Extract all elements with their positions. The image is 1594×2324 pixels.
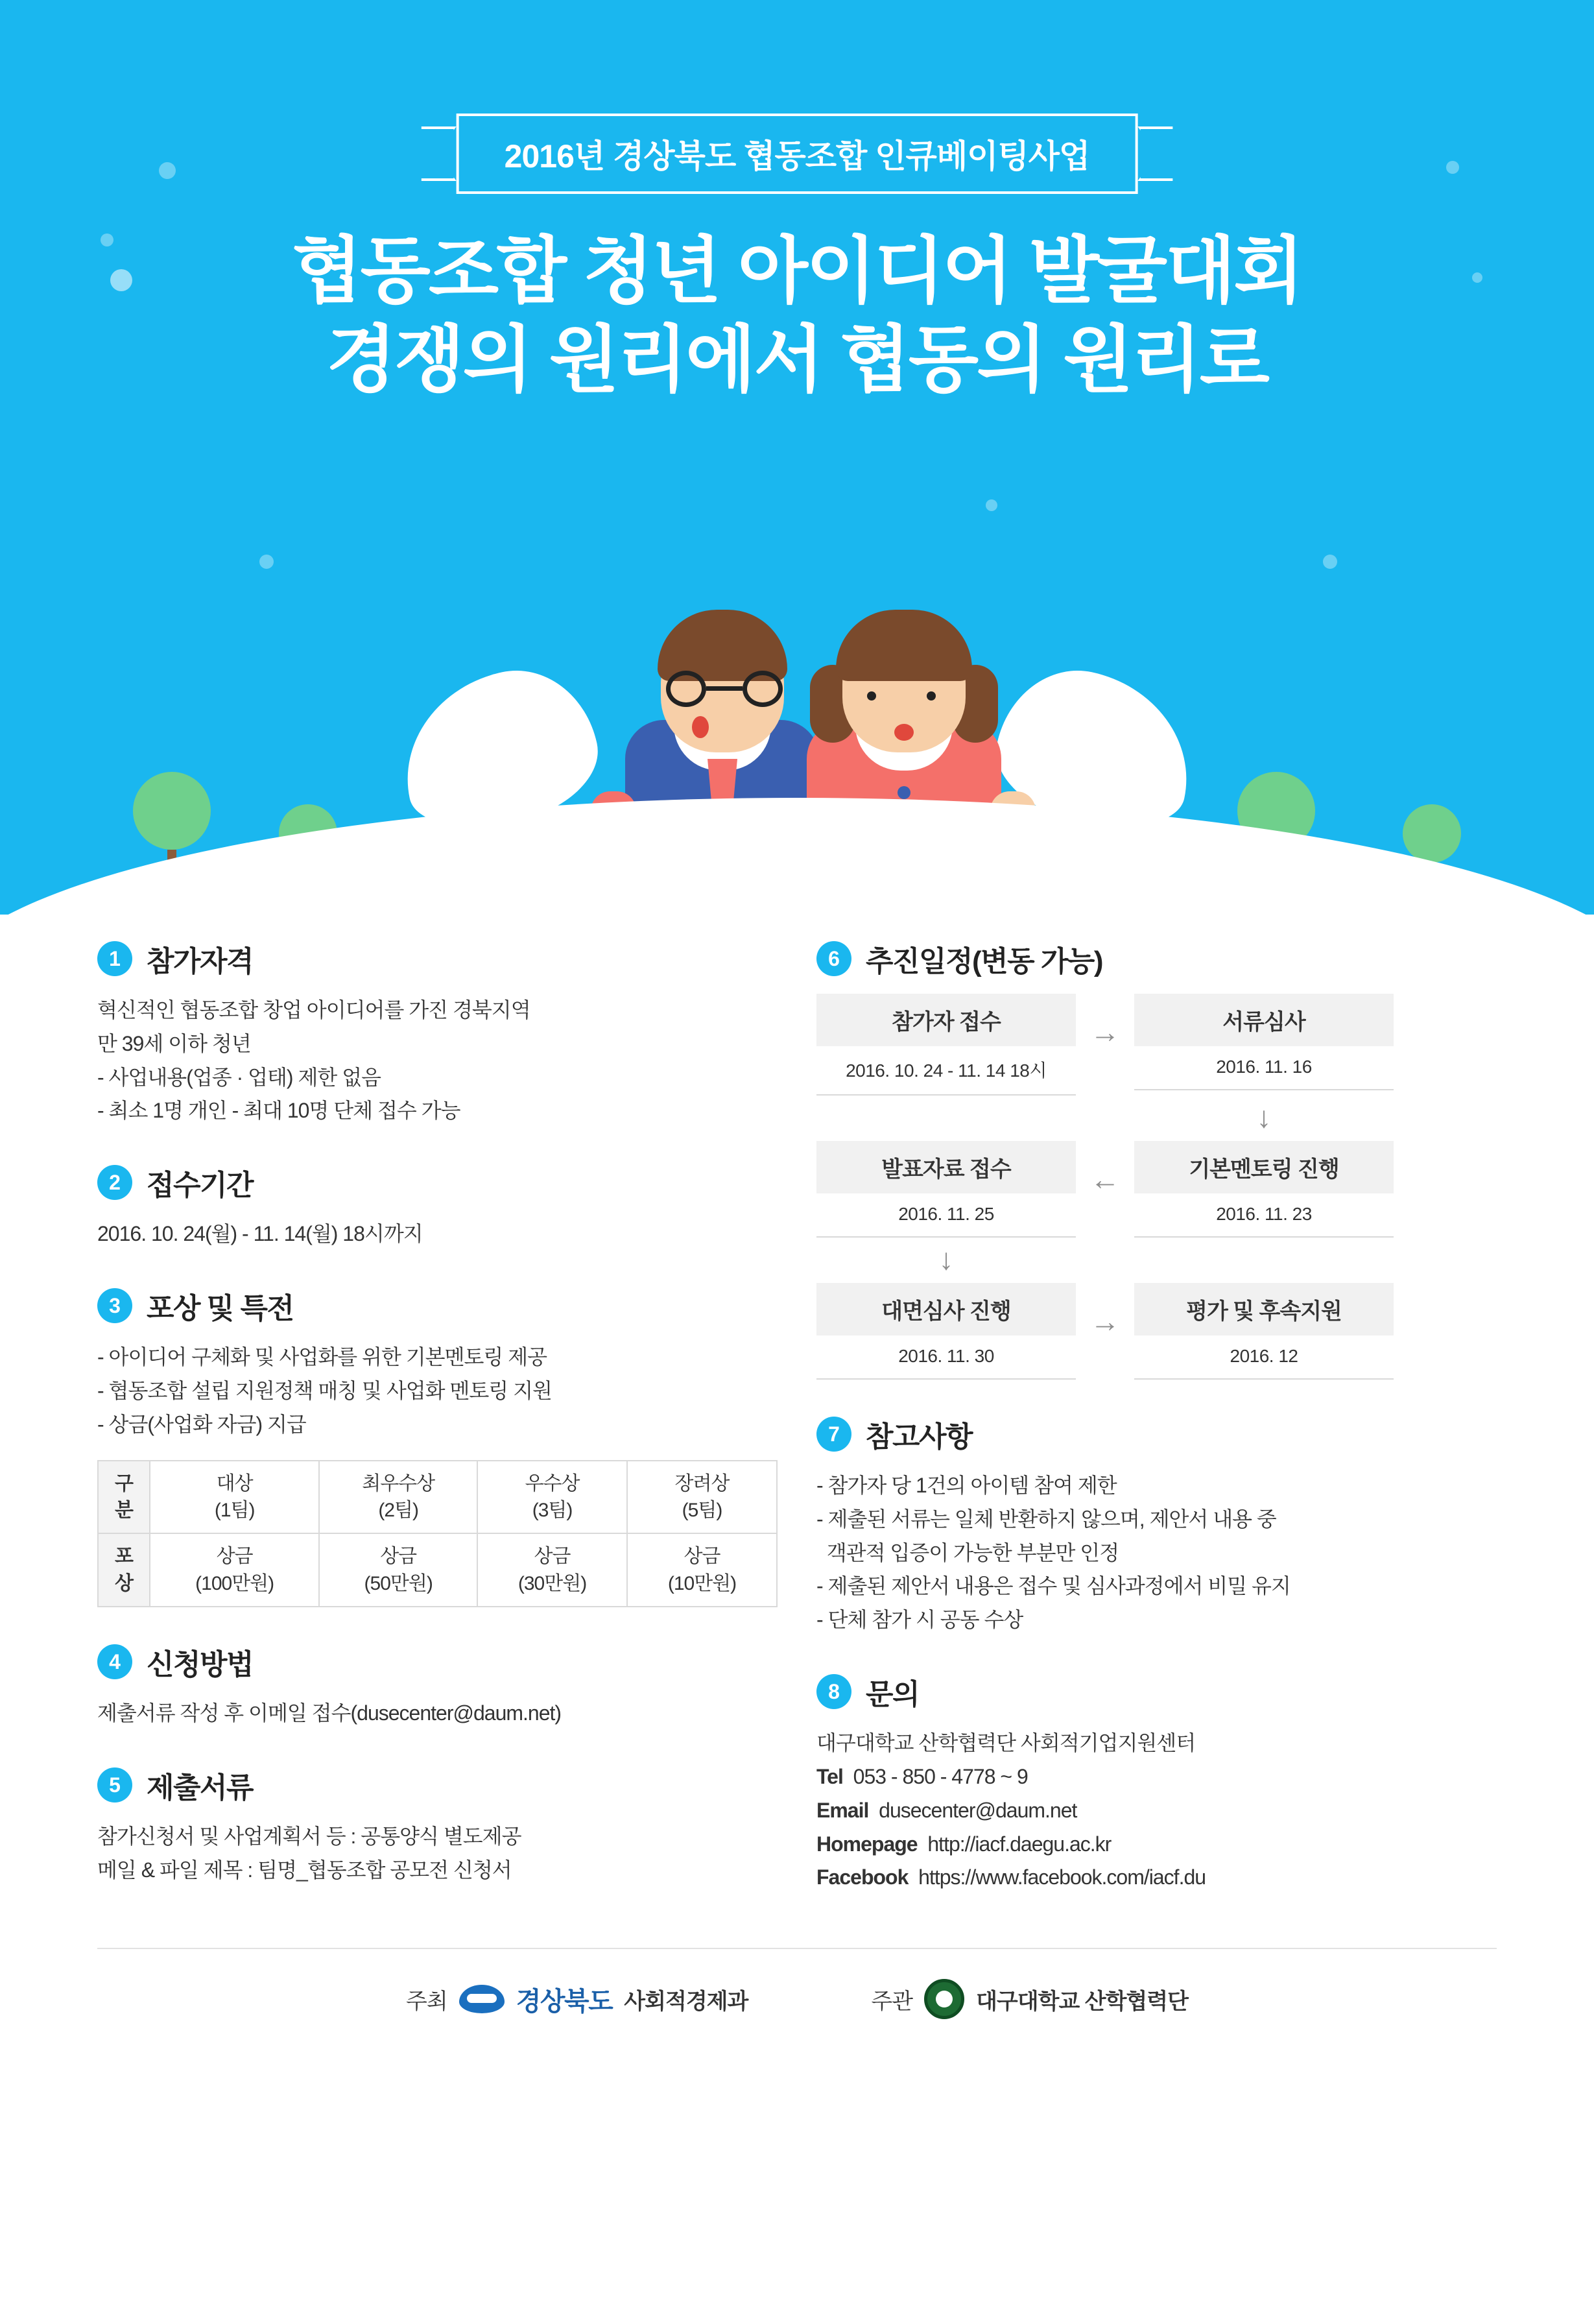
schedule-row xyxy=(816,1141,1497,1238)
host-dept: 사회적경제과 xyxy=(624,1989,748,2014)
section-period xyxy=(97,1162,778,1251)
section-documents xyxy=(97,1764,778,1887)
step-name: 평가 및 후속지원 xyxy=(1134,1283,1394,1336)
schedule-connector-row xyxy=(816,1238,1497,1283)
table-cell xyxy=(627,1461,777,1534)
section-body xyxy=(97,1217,778,1251)
prize-amount: (100만원) xyxy=(195,1572,274,1594)
left-column xyxy=(97,938,778,1928)
section-number: 7 xyxy=(816,1417,851,1452)
body-line: - 최소 1명 개인 - 최대 10명 단체 접수 가능 xyxy=(97,1099,460,1123)
body-line: 혁신적인 협동조합 창업 아이디어를 가진 경북지역 xyxy=(97,998,530,1022)
section-title: 추진일정(변동 가능) xyxy=(866,946,1103,977)
body-line: - 참가자 당 1건의 아이템 참여 제한 xyxy=(816,1474,1117,1497)
table-row-header xyxy=(98,1461,150,1534)
table-cell xyxy=(477,1461,627,1534)
host-name: 경상북도 xyxy=(516,1987,613,2016)
arrow-left-icon: ← xyxy=(1090,1162,1120,1196)
prize-label: 상금 xyxy=(380,1546,417,1568)
decorative-dot xyxy=(1446,161,1459,174)
body-line: 메일 & 파일 제목 : 팀명_협동조합 공모전 신청서 xyxy=(97,1858,512,1882)
tree-crown xyxy=(133,772,211,850)
award-teams: (5팀) xyxy=(682,1500,722,1522)
daegu-university-logo-icon xyxy=(924,1979,964,2019)
page-title-line2: 경쟁의 원리에서 협동의 원리로 xyxy=(326,318,1268,400)
host-label: 주최 xyxy=(406,1989,447,2014)
award-name: 장려상 xyxy=(674,1472,730,1494)
table-row xyxy=(98,1461,777,1534)
table-cell xyxy=(319,1533,477,1607)
schedule-step xyxy=(1134,1283,1394,1380)
section-how-to-apply xyxy=(97,1641,778,1731)
step-date: 2016. 12 xyxy=(1134,1336,1394,1380)
body-line: 참가신청서 및 사업계획서 등 : 공통양식 별도제공 xyxy=(97,1825,521,1849)
contact-homepage-value[interactable]: http://iacf.daegu.ac.kr xyxy=(927,1832,1112,1856)
footer xyxy=(97,1948,1497,2058)
award-teams: (3팀) xyxy=(532,1500,573,1522)
section-title: 접수기간 xyxy=(147,1169,254,1202)
schedule-step xyxy=(816,1141,1076,1238)
contact-facebook-label: Facebook xyxy=(816,1865,909,1889)
step-name: 기본멘토링 진행 xyxy=(1134,1141,1394,1193)
award-teams: (2팀) xyxy=(378,1500,419,1522)
glasses-bridge xyxy=(706,686,743,691)
award-name: 대상 xyxy=(216,1472,253,1494)
step-name: 발표자료 접수 xyxy=(816,1141,1076,1193)
glasses-icon xyxy=(666,671,783,707)
step-date: 2016. 11. 16 xyxy=(1134,1046,1394,1090)
body-line: - 협동조합 설립 지원정책 매칭 및 사업화 멘토링 지원 xyxy=(97,1378,552,1402)
section-title: 문의 xyxy=(866,1679,920,1711)
contact-tel-label: Tel xyxy=(816,1764,843,1788)
prize-table xyxy=(97,1460,778,1608)
arrow-down-icon: ↓ xyxy=(938,1242,954,1276)
contact-tel-row xyxy=(816,1760,1497,1794)
section-number: 8 xyxy=(816,1674,851,1709)
girl-mouth xyxy=(894,724,914,741)
section-header xyxy=(97,1285,778,1326)
section-title: 제출서류 xyxy=(147,1772,254,1804)
award-teams: (1팀) xyxy=(214,1500,255,1522)
contact-facebook-row xyxy=(816,1861,1497,1895)
schedule-row xyxy=(816,994,1497,1096)
header-char: 포 xyxy=(115,1546,133,1568)
arrow-right-icon: → xyxy=(1090,1304,1120,1338)
table-cell xyxy=(150,1461,319,1534)
right-column xyxy=(816,938,1497,1928)
girl-button xyxy=(898,786,910,799)
tree-crown xyxy=(1403,804,1461,863)
glasses-lens-right xyxy=(743,671,783,707)
section-header xyxy=(97,938,778,979)
section-header xyxy=(97,1162,778,1203)
organizer-name: 대구대학교 산학협력단 xyxy=(976,1989,1188,2014)
table-cell xyxy=(627,1533,777,1607)
prize-label: 상금 xyxy=(684,1546,720,1568)
body-line: 제출서류 작성 후 이메일 접수(dusecenter@daum.net) xyxy=(97,1701,562,1725)
step-name: 대면심사 진행 xyxy=(816,1283,1076,1336)
section-contact xyxy=(816,1671,1497,1895)
award-name: 최우수상 xyxy=(362,1472,435,1494)
body-line: 객관적 입증이 가능한 부분만 인정 xyxy=(816,1540,1119,1564)
prize-label: 상금 xyxy=(216,1546,253,1568)
section-body xyxy=(97,1341,778,1441)
section-title: 참가자격 xyxy=(147,946,254,977)
girl-eye-right xyxy=(927,691,936,701)
schedule-flow xyxy=(816,994,1497,1380)
decorative-dot xyxy=(1323,555,1337,569)
contact-tel-value: 053 - 850 - 4778 ~ 9 xyxy=(853,1764,1028,1788)
prize-amount: (30만원) xyxy=(517,1572,587,1594)
section-schedule xyxy=(816,938,1497,1380)
schedule-step xyxy=(1134,1141,1394,1238)
body-line: 2016. 10. 24(월) - 11. 14(월) 18시까지 xyxy=(97,1222,423,1246)
section-header xyxy=(97,1641,778,1683)
section-header xyxy=(816,1671,1497,1712)
step-date: 2016. 11. 30 xyxy=(816,1336,1076,1380)
prize-amount: (10만원) xyxy=(667,1572,737,1594)
header-char: 분 xyxy=(115,1500,133,1522)
page-title-line1: 협동조합 청년 아이디어 발굴대회 xyxy=(292,230,1302,311)
section-number: 6 xyxy=(816,941,851,976)
contact-email-value[interactable]: dusecenter@daum.net xyxy=(879,1798,1077,1822)
ribbon-right-arrow-icon xyxy=(1137,126,1172,181)
section-title: 포상 및 특전 xyxy=(147,1293,294,1325)
body-line: - 제출된 제안서 내용은 접수 및 심사과정에서 비밀 유지 xyxy=(816,1574,1291,1598)
section-body xyxy=(97,994,778,1128)
contact-homepage-row xyxy=(816,1828,1497,1862)
section-notes xyxy=(816,1413,1497,1637)
section-header xyxy=(816,1413,1497,1455)
header-char: 상 xyxy=(115,1572,133,1594)
section-body xyxy=(97,1697,778,1731)
section-number: 5 xyxy=(97,1767,132,1803)
schedule-step xyxy=(816,1283,1076,1380)
schedule-connector-row xyxy=(816,1096,1497,1141)
contact-email-label: Email xyxy=(816,1798,869,1822)
page-title xyxy=(0,227,1594,404)
contact-org: 대구대학교 산학협력단 사회적기업지원센터 xyxy=(816,1731,1196,1755)
organizer-group xyxy=(871,1979,1188,2019)
table-cell xyxy=(477,1533,627,1607)
body-line: - 사업내용(업종 · 업태) 제한 없음 xyxy=(97,1065,381,1089)
step-name: 서류심사 xyxy=(1134,994,1394,1046)
step-name: 참가자 접수 xyxy=(816,994,1076,1046)
arrow-right-icon: → xyxy=(1090,1015,1120,1049)
body-line: - 제출된 서류는 일체 반환하지 않으며, 제안서 내용 중 xyxy=(816,1507,1276,1531)
award-name: 우수상 xyxy=(525,1472,580,1494)
body-line: 만 39세 이하 청년 xyxy=(97,1031,251,1055)
content-area xyxy=(0,915,1594,1928)
contact-homepage-label: Homepage xyxy=(816,1832,918,1856)
section-header xyxy=(97,1764,778,1806)
body-line: - 단체 참가 시 공동 수상 xyxy=(816,1608,1023,1632)
girl-hair xyxy=(836,610,972,681)
header-char: 구 xyxy=(115,1472,133,1494)
spacer xyxy=(1076,1096,1134,1141)
table-cell xyxy=(150,1533,319,1607)
schedule-step xyxy=(816,994,1076,1096)
arrow-down-icon: ↓ xyxy=(1256,1100,1272,1134)
section-title: 신청방법 xyxy=(147,1649,254,1681)
section-title: 참고사항 xyxy=(866,1421,973,1453)
step-date: 2016. 11. 23 xyxy=(1134,1193,1394,1238)
body-line: - 아이디어 구체화 및 사업화를 위한 기본멘토링 제공 xyxy=(97,1345,547,1369)
table-row-header xyxy=(98,1533,150,1607)
step-date: 2016. 11. 25 xyxy=(816,1193,1076,1238)
section-eligibility xyxy=(97,938,778,1128)
ribbon-left-arrow-icon xyxy=(422,126,457,181)
contact-facebook-value[interactable]: https://www.facebook.com/iacf.du xyxy=(918,1865,1206,1889)
table-cell xyxy=(319,1461,477,1534)
boy-mouth xyxy=(692,716,709,738)
body-line: - 상금(사업화 자금) 지급 xyxy=(97,1412,306,1436)
ribbon-text: 2016년 경상북도 협동조합 인큐베이팅사업 xyxy=(457,114,1138,194)
section-number: 3 xyxy=(97,1288,132,1323)
section-number: 2 xyxy=(97,1165,132,1200)
gyeongsangbuk-do-logo-icon xyxy=(459,1985,505,2013)
decorative-dot xyxy=(159,162,176,179)
prize-label: 상금 xyxy=(534,1546,571,1568)
section-number: 1 xyxy=(97,941,132,976)
section-prizes xyxy=(97,1285,778,1607)
section-body xyxy=(816,1727,1497,1895)
section-number: 4 xyxy=(97,1644,132,1679)
schedule-row xyxy=(816,1283,1497,1380)
section-body xyxy=(97,1820,778,1887)
host-group xyxy=(406,1981,748,2018)
spacer xyxy=(1076,1238,1134,1283)
decorative-dot xyxy=(259,555,274,569)
glasses-lens-left xyxy=(666,671,706,707)
section-header xyxy=(816,938,1497,979)
prize-amount: (50만원) xyxy=(364,1572,433,1594)
girl-eye-left xyxy=(867,691,876,701)
contact-email-row xyxy=(816,1794,1497,1828)
table-row xyxy=(98,1533,777,1607)
step-date: 2016. 10. 24 - 11. 14 18시 xyxy=(816,1046,1076,1096)
hero-curve xyxy=(0,798,1594,915)
section-body xyxy=(816,1469,1497,1637)
hero-banner xyxy=(0,0,1594,915)
ribbon-badge xyxy=(422,114,1173,194)
organizer-label: 주관 xyxy=(871,1989,913,2014)
schedule-step xyxy=(1134,994,1394,1090)
